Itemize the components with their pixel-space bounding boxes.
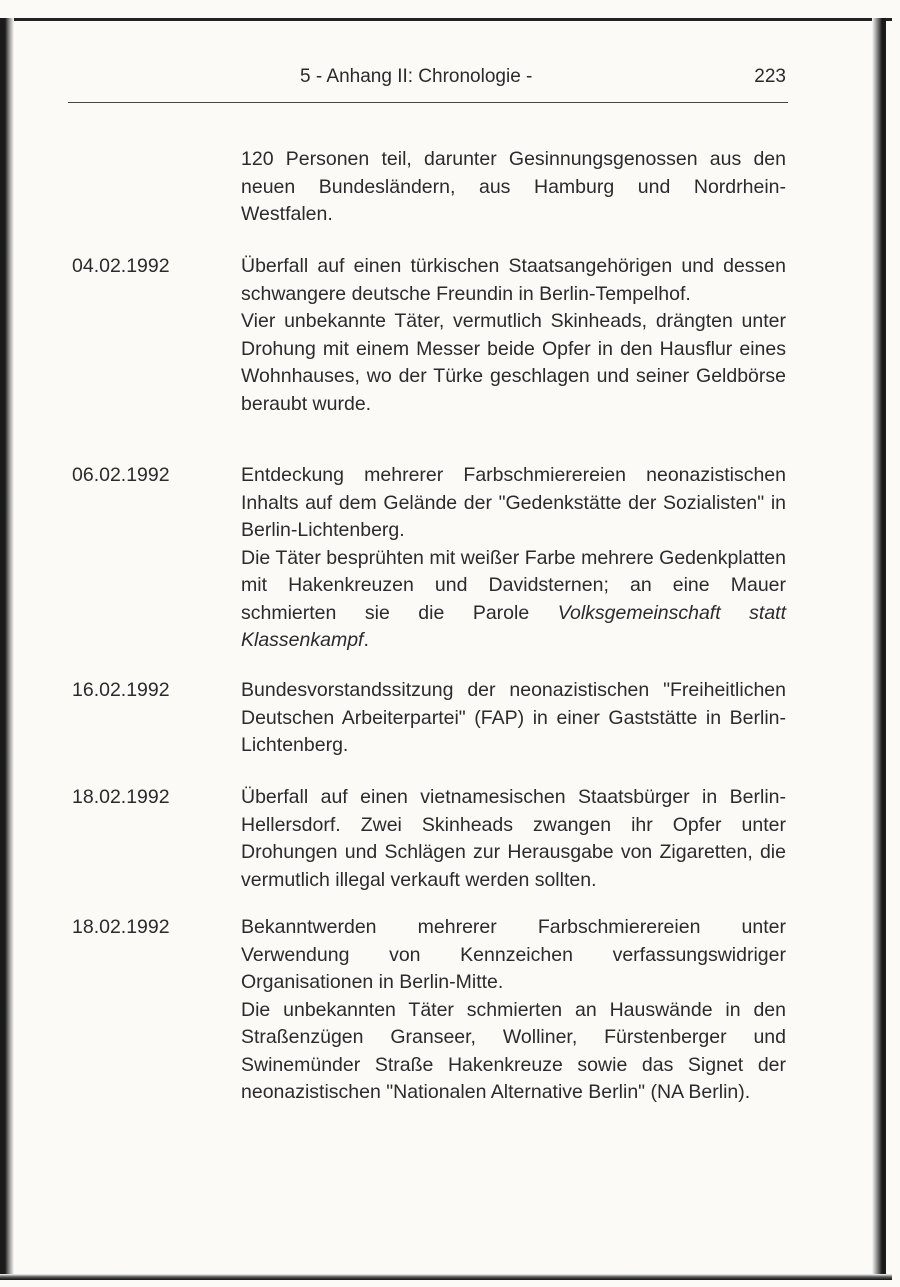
entry-date: 06.02.1992 bbox=[72, 464, 170, 486]
entry-paragraph: Entdeckung mehrerer Farbschmierereien neonazistischen Inhalts auf dem Gelände der "Gedenkstätte der Sozialisten" in Berlin-Lichtenberg. bbox=[241, 464, 786, 541]
quoted-slogan: Volksgemeinschaft statt Klassenkampf bbox=[241, 601, 786, 651]
entry-paragraph: Bekanntwerden mehrerer Farbschmierereien unter Verwendung von Kennzeichen verfassungswidriger Organisationen in Berlin-Mitte. bbox=[241, 916, 786, 993]
entry-paragraph: Die unbekannten Täter schmierten an Hauswände in den Straßenzügen Granseer, Wolliner, Fürstenberger und Swinemünder Straße Hakenkreuze sowie das Signet der neonazistischen "Nationalen Alternative Berlin" (NA Berlin). bbox=[241, 998, 786, 1103]
entry-date: 04.02.1992 bbox=[72, 255, 170, 277]
scan-border-left bbox=[0, 18, 14, 1280]
scan-border-right bbox=[872, 18, 886, 1280]
entry-text bbox=[241, 146, 786, 229]
entry-paragraph: Bundesvorstandssitzung der neonazistischen "Freiheitlichen Deutschen Arbeiterpartei" (FAP) in einer Gaststätte in Berlin-Lichtenberg. bbox=[241, 679, 786, 756]
entry-text bbox=[241, 677, 786, 760]
entry-date: 18.02.1992 bbox=[72, 786, 170, 808]
entry-paragraph: Überfall auf einen vietnamesischen Staatsbürger in Berlin-Hellersdorf. Zwei Skinheads zwangen ihr Opfer unter Drohungen und Schlägen zur Herausgabe von Zigaretten, die vermutlich illegal verkauft werden sollten. bbox=[241, 786, 786, 891]
chapter-title: 5 - Anhang II: Chronologie - bbox=[300, 66, 533, 87]
header-rule bbox=[68, 102, 788, 103]
running-head bbox=[300, 66, 786, 92]
scan-border-bottom bbox=[0, 1274, 892, 1280]
entry-text bbox=[241, 462, 786, 655]
entry-date: 16.02.1992 bbox=[72, 679, 170, 701]
entry-text-run: Die Täter besprühten mit weißer Farbe mehrere Gedenkplatten mit Hakenkreuzen und Davidsternen; an eine Mauer schmierten sie die Parole bbox=[241, 546, 786, 624]
entry-text bbox=[241, 914, 786, 1107]
entry-text-run: . bbox=[363, 629, 369, 651]
entry-paragraph: Vier unbekannte Täter, vermutlich Skinheads, drängten unter Drohung mit einem Messer beide Opfer in den Hausflur eines Wohnhauses, wo der Türke geschlagen und seiner Geldbörse beraubt wurde. bbox=[241, 310, 786, 415]
entry-date: 18.02.1992 bbox=[72, 916, 170, 938]
page-number: 223 bbox=[754, 66, 786, 87]
entry-paragraph: 120 Personen teil, darunter Gesinnungsgenossen aus den neuen Bundesländern, aus Hamburg und Nordrhein-Westfalen. bbox=[241, 148, 786, 225]
entry-paragraph bbox=[241, 545, 786, 655]
scan-border-top bbox=[0, 18, 892, 21]
entry-text bbox=[241, 784, 786, 894]
entry-text bbox=[241, 253, 786, 418]
entry-paragraph: Überfall auf einen türkischen Staatsangehörigen und dessen schwangere deutsche Freundin in Berlin-Tempelhof. bbox=[241, 255, 786, 305]
